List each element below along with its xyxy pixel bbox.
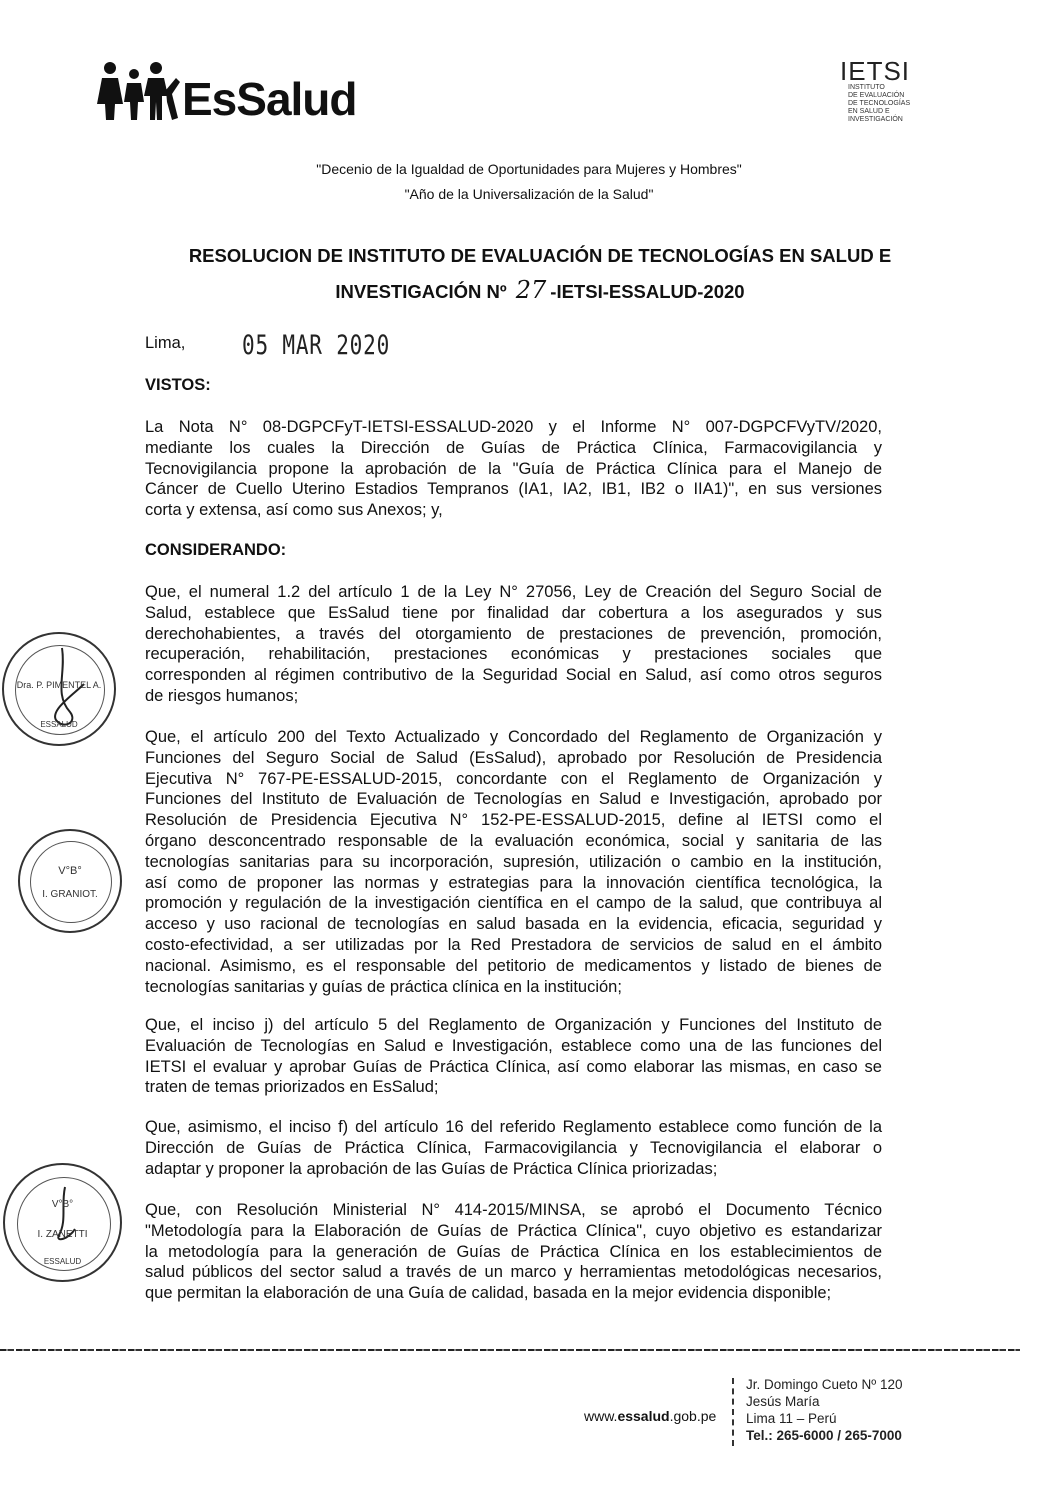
text-line: Funciones del Seguro Social de Salud (EsSalud), aprobado por Resolución de Presidencia (145, 748, 882, 767)
paragraph-considerando-5 (145, 1200, 882, 1304)
footer-website (584, 1408, 716, 1424)
paragraph-considerando-3 (145, 1015, 882, 1098)
text-line: Que, el numeral 1.2 del artículo 1 de la Ley N° 27056, Ley de Creación del Seguro Social de (145, 583, 882, 601)
text-line: La Nota N° 08-DGPCFyT-IETSI-ESSALUD-2020 y el Informe N° 007-DGPCFVyTV/2020, (145, 418, 882, 436)
text-line: corresponden al régimen contributivo de la Seguridad Social en Salud, así como otros seguros (145, 666, 882, 685)
text-line: Ejecutiva N° 767-PE-ESSALUD-2015, concordante con el Reglamento de Organización y (145, 769, 882, 788)
footer-divider (732, 1378, 734, 1446)
website-prefix: www. (584, 1408, 618, 1424)
seal-name: I. GRANIOT. (42, 889, 98, 900)
website-suffix: .gob.pe (669, 1408, 717, 1424)
ietsi-line: DE EVALUACIÓN (848, 92, 905, 99)
ietsi-subtitle (848, 84, 930, 124)
text-line: costo-efectividad, a ser utilizadas por la Red Prestadora de servicios de salud en el ámbito (145, 935, 882, 954)
text-line: promoción y regulación de la investigación científica en el campo de la salud, que contribuya al (145, 894, 882, 913)
text-line: que permitan la elaboración de una Guía de calidad, basada en la mejor evidencia disponible; (145, 1284, 832, 1303)
motto-decade: "Decenio de la Igualdad de Oportunidades para Mujeres y Hombres" (316, 161, 742, 177)
paragraph-vistos (145, 417, 882, 521)
text-line: Que, el inciso j) del artículo 5 del Reglamento de Organización y Funciones del Instituto de (145, 1016, 882, 1034)
seal-org: ESSALUD (40, 720, 78, 729)
title-prefix: INVESTIGACIÓN Nº (335, 281, 507, 302)
ietsi-line: DE TECNOLOGÍAS (848, 100, 911, 107)
seal-approval: V°B° (51, 1199, 74, 1210)
text-line: IETSI el evaluar y aprobar Guías de Práctica Clínica, así como elaborar las mismas, en caso se (145, 1057, 882, 1076)
considerando-heading: CONSIDERANDO: (145, 541, 287, 559)
motto-year: "Año de la Universalización de la Salud" (404, 186, 654, 202)
seal-approval: V°B° (58, 865, 82, 877)
official-seal-3 (3, 1163, 122, 1282)
seal-name: I. ZANETTI (37, 1229, 88, 1240)
paragraph-considerando-4 (145, 1117, 882, 1179)
family-figures-icon (96, 60, 182, 122)
text-line: Que, el artículo 200 del Texto Actualizado y Concordado del Reglamento de Organización y (145, 728, 882, 746)
text-line: Resolución de Presidencia Ejecutiva N° 152-PE-ESSALUD-2015, define al IETSI como el (145, 811, 882, 830)
footer-phone: Tel.: 265-6000 / 265-7000 (746, 1428, 902, 1443)
title-suffix: -IETSI-ESSALUD-2020 (550, 281, 745, 302)
text-line: mediante los cuales la Dirección de Guías de Práctica Clínica, Farmacovigilancia y (145, 438, 882, 457)
text-line: adaptar y proponer la aprobación de las Guías de Práctica Clínica priorizadas; (145, 1159, 718, 1178)
text-line: Que, con Resolución Ministerial N° 414-2015/MINSA, se aprobó el Documento Técnico (145, 1201, 882, 1219)
seal-org: ESSALUD (43, 1257, 82, 1266)
text-line: traten de temas priorizados en EsSalud; (145, 1078, 439, 1097)
text-line: Evaluación de Tecnologías en Salud e Investigación, establece como una de las funciones del (145, 1036, 882, 1055)
text-line: Tecnovigilancia propone la aprobación de la "Guía de Práctica Clínica para el Manejo de (145, 459, 882, 478)
paragraph-considerando-2 (145, 727, 882, 997)
ietsi-title: IETSI (840, 56, 911, 86)
footer-separator (0, 1349, 1020, 1351)
vistos-heading: VISTOS: (145, 376, 211, 394)
text-line: tecnologías sanitarias para su incorporación, supresión, utilización o cambio en la institución, (145, 852, 882, 871)
ietsi-line: INVESTIGACIÓN (848, 116, 903, 123)
text-line: Funciones del Instituto de Evaluación de Tecnologías en Salud e Investigación, aprobado por (145, 790, 882, 809)
text-line: Salud, establece que EsSalud tiene por finalidad dar cobertura a los asegurados y sus (145, 603, 882, 622)
text-line: "Metodología para la Elaboración de Guías de Práctica Clínica", cuyo objetivo es estandarizar (145, 1221, 882, 1240)
official-seal-2 (18, 829, 122, 933)
ietsi-line: EN SALUD E (848, 108, 890, 115)
text-line: Que, asimismo, el inciso f) del artículo 16 del referido Reglamento establece como función de la (145, 1118, 882, 1136)
official-seal-1 (2, 632, 116, 746)
text-line: así como de proponer las normas y estrategias para la innovación científica tecnológica, la (145, 873, 882, 892)
text-line: corta y extensa, así como sus Anexos; y, (145, 501, 443, 520)
website-domain: essalud (617, 1408, 670, 1424)
paragraph-considerando-1 (145, 582, 882, 707)
text-line: acceso y uso racional de tecnologías en salud basada en la evidencia, eficacia, seguridad y (145, 915, 882, 934)
text-line: nacional. Asimismo, es el responsable del petitorio de medicamentos y listado de bienes de (145, 956, 882, 975)
text-line: Cáncer de Cuello Uterino Estadios Tempranos (IA1, IA2, IB1, IB2 o IIA1)", en sus versiones (145, 480, 882, 499)
address-line: Jr. Domingo Cueto Nº 120 (746, 1377, 903, 1392)
essalud-logo (96, 58, 366, 128)
date-place: Lima, (145, 334, 186, 352)
ietsi-line: INSTITUTO (848, 84, 885, 91)
seal-name: Dra. P. PIMENTEL A. (16, 680, 102, 690)
resolution-title-line-2 (100, 276, 980, 304)
text-line: derechohabientes, a través del otorgamiento de prestaciones de prevención, promoción, (145, 624, 882, 643)
date-stamp: 05 MAR 2020 (242, 330, 391, 361)
text-line: Dirección de Guías de Práctica Clínica, Farmacovigilancia y Tecnovigilancia el elaborar o (145, 1138, 882, 1157)
resolution-title-line-1: RESOLUCION DE INSTITUTO DE EVALUACIÓN DE TECNOLOGÍAS EN SALUD E (188, 245, 892, 266)
address-line: Jesús María (746, 1394, 820, 1409)
logo-wordmark: EsSalud (182, 73, 357, 125)
text-line: recuperación, rehabilitación, prestaciones económicas y prestaciones sociales que (145, 645, 882, 664)
resolution-number: 27 (515, 276, 547, 304)
text-line: salud públicos del sector salud a través de un marco y herramientas metodológicas necesarios, (145, 1263, 882, 1282)
text-line: órgano desconcentrado responsable de la evaluación económica, social y sanitaria de las (145, 831, 882, 850)
address-line: Lima 11 – Perú (746, 1411, 837, 1426)
text-line: de riesgos humanos; (145, 686, 299, 705)
ietsi-logo (840, 58, 930, 138)
text-line: la metodología para la generación de Guías de Práctica Clínica en los establecimientos de (145, 1242, 882, 1261)
text-line: tecnologías sanitarias y guías de práctica clínica en la institución; (145, 977, 622, 996)
footer-address (746, 1376, 903, 1444)
